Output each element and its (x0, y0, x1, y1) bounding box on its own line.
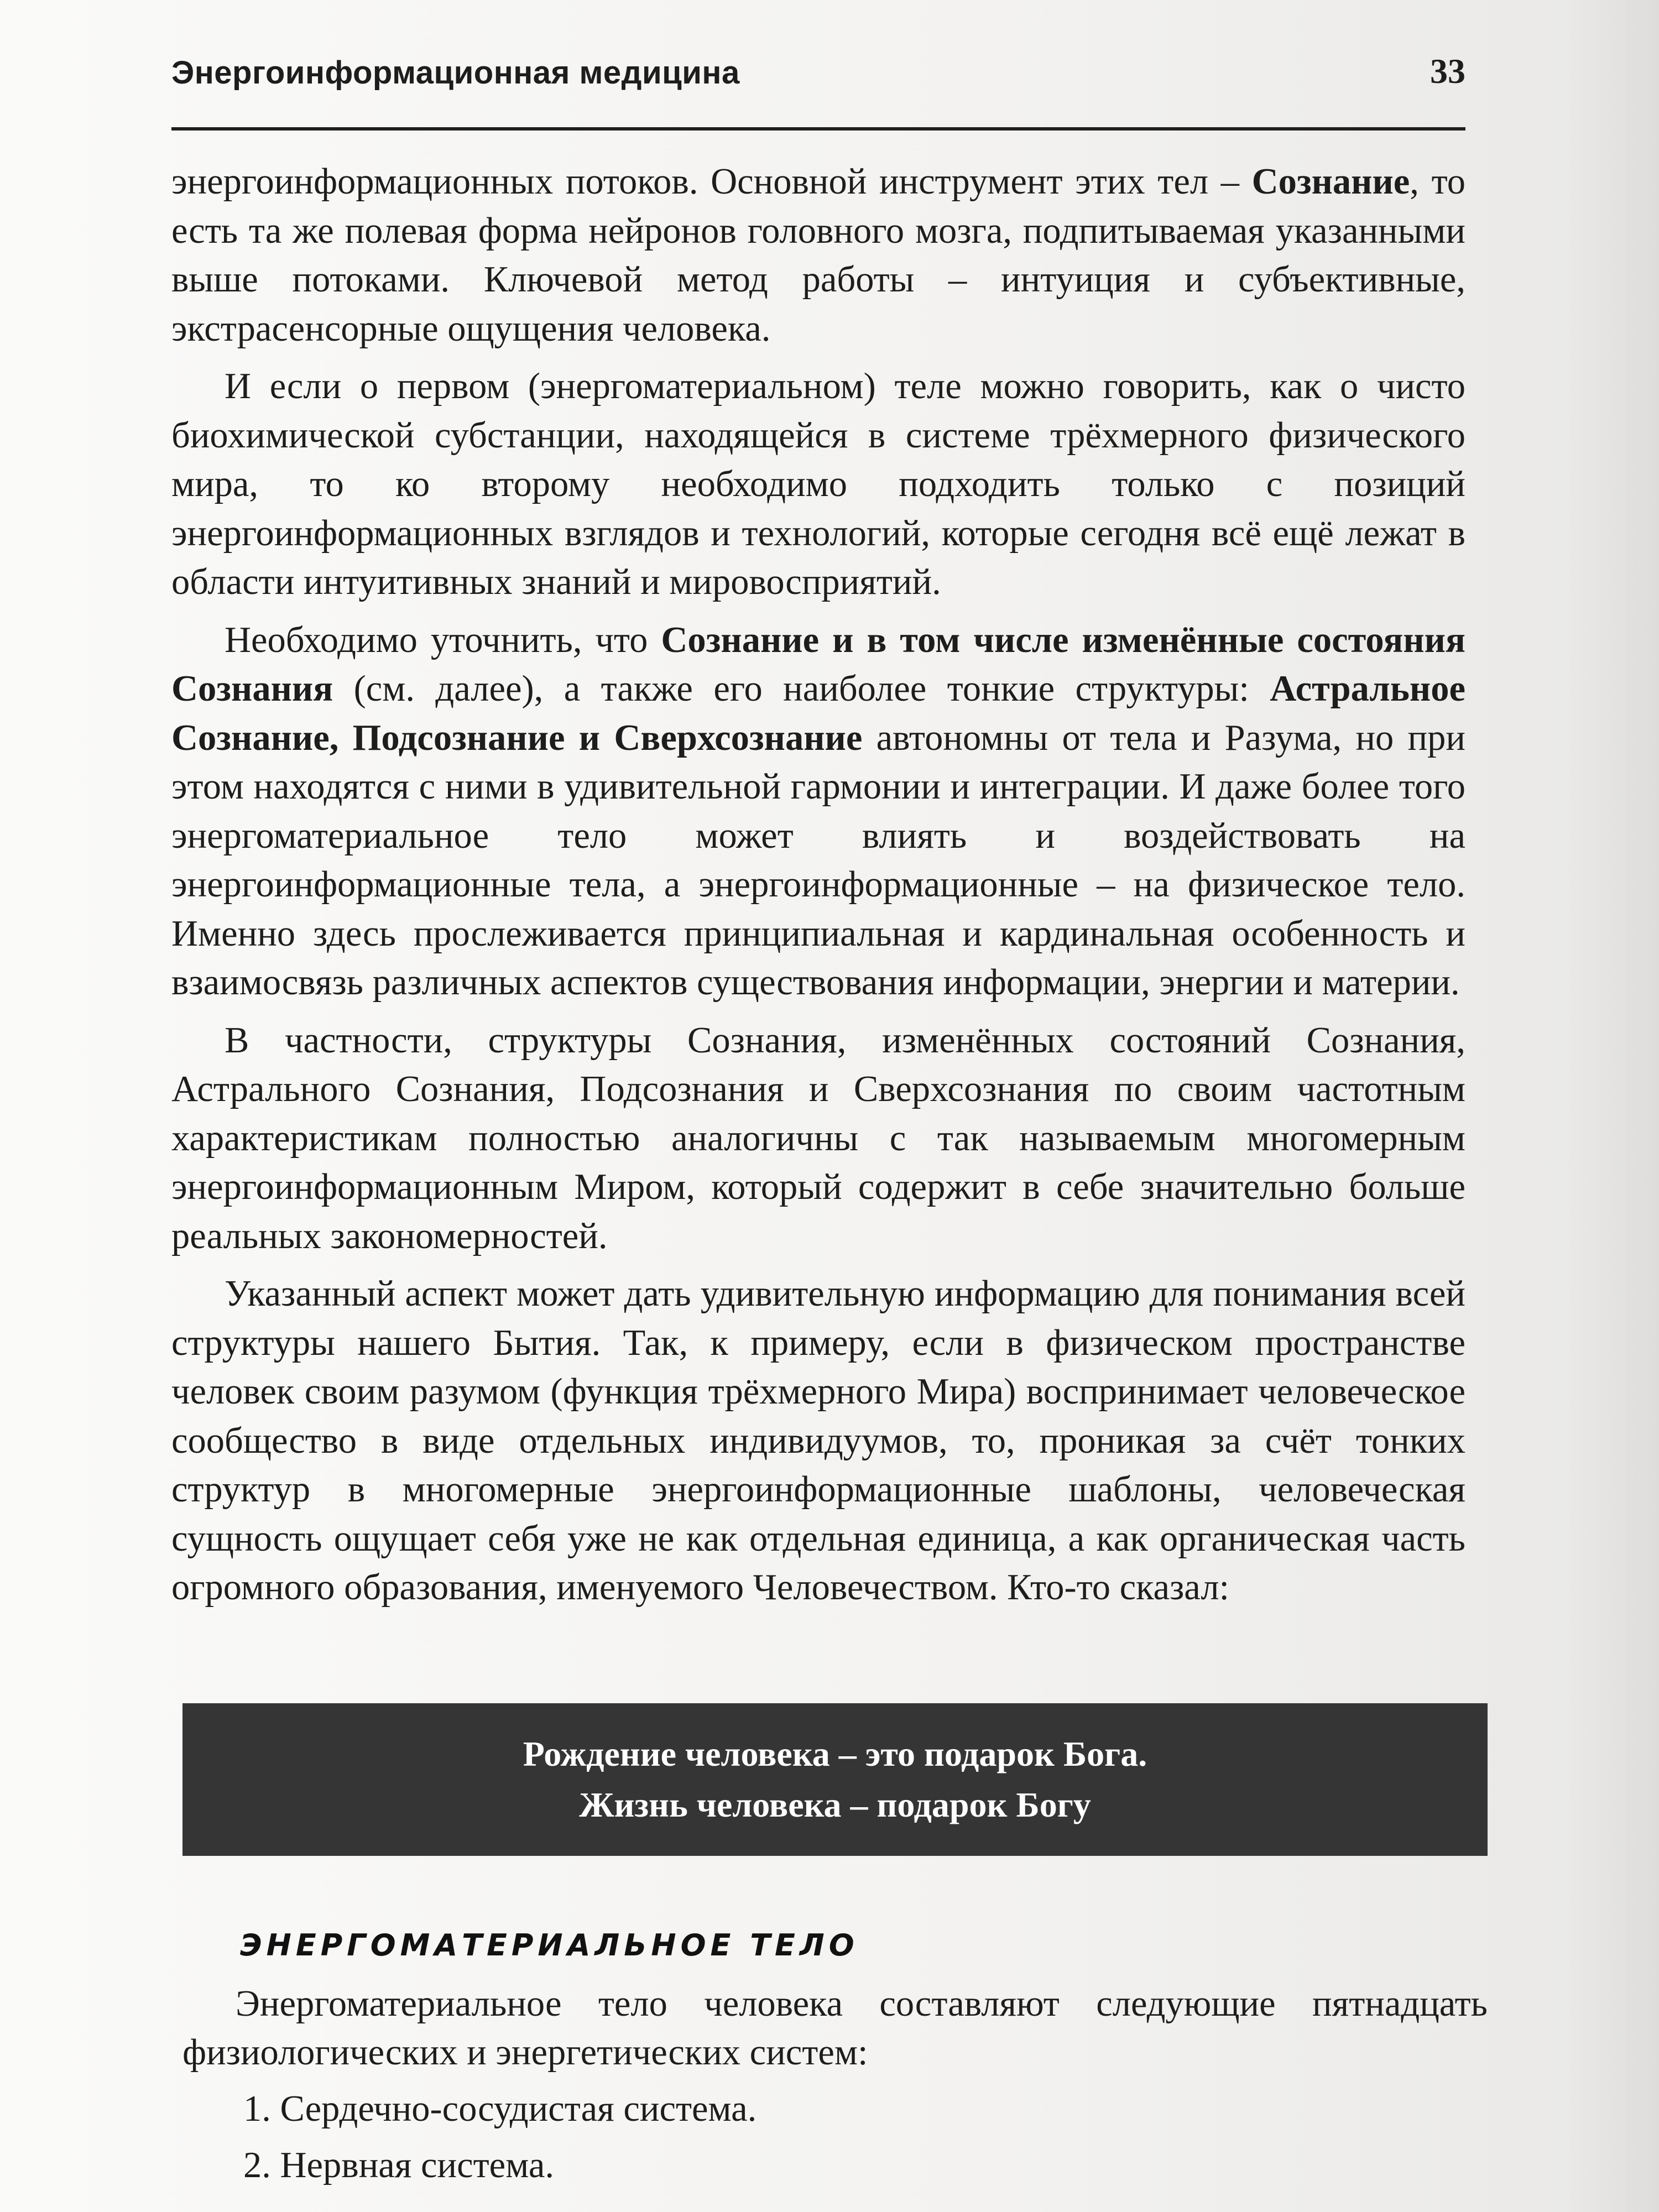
paragraph-1-part-a: энергоинформационных потоков. Основной инструмент этих тел – (171, 161, 1252, 202)
paragraph-3-bold-term-2: Астральное Сознание, Подсознание и Сверхсознание (171, 669, 1465, 758)
section-body (182, 1980, 1488, 2198)
paragraph-1 (171, 158, 1465, 353)
paragraph-4: В частности, структуры Сознания, изменённых состояний Сознания, Астрального Сознания, Подсознания и Сверхсознания по своим частотным характеристикам полностью аналогичны с так называемым многомерным энергоинформационным Миром, который содержит в себе значительно больше реальных закономерностей. (171, 1020, 1465, 1256)
paragraph-1-part-c: , то есть та же полевая форма нейронов головного мозга, подпитываемая указанными выше потоками. Ключевой метод работы – интуиция и субъективные, экстрасенсорные ощущения человека. (171, 161, 1466, 349)
page-edge-shadow (1565, 0, 1659, 2212)
paragraph-2: И если о первом (энергоматериальном) теле можно говорить, как о чисто биохимической субстанции, находящейся в системе трёхмерного физического мира, то ко второму необходимо подходить только с позиций энергоинформационных взглядов и технологий, которые сегодня всё ещё лежат в области интуитивных знаний и мировосприятий. (171, 366, 1465, 602)
paragraph-5: Указанный аспект может дать удивительную информацию для понимания всей структуры нашего Бытия. Так, к примеру, если в физическом пространстве человек своим разумом (функция трёхмерного Мира) воспринимает человеческое сообщество в виде отдельных индивидуумов, то, проникая за счёт тонких структур в многомерные энергоинформационные шаблоны, человеческая сущность ощущает себя уже не как отдельная единица, а как органическая часть огромного образования, именуемого Человечеством. Кто-то сказал: (171, 1274, 1465, 1608)
list-item: 2. Нервная система. (243, 2145, 554, 2185)
running-header-title: Энергоинформационная медицина (171, 55, 740, 91)
list-item: 1. Сердечно-сосудистая система. (243, 2089, 757, 2129)
paragraph-3-part-c: (см. далее), а также его наиболее тонкие структуры: (333, 669, 1270, 709)
body-text (171, 158, 1465, 1621)
running-header (171, 43, 1465, 143)
quote-line-1: Рождение человека – это подарок Бога. (523, 1734, 1147, 1773)
quote-box (182, 1703, 1488, 1856)
section-intro: Энергоматериальное тело человека составляют следующие пятнадцать физиологических и энергетических систем: (182, 1984, 1488, 2073)
header-rule (171, 127, 1465, 131)
systems-list (182, 2085, 1488, 2190)
paragraph-3-part-a: Необходимо уточнить, что (225, 619, 661, 660)
paragraph-3-bold-term-1: Сознание и в том числе изменённые состояния Сознания (171, 619, 1465, 709)
paragraph-3-part-e: автономны от тела и Разума, но при этом находятся с ними в удивительной гармонии и интеграции. И даже более того энергоматериальное тело может влиять и воздействовать на энергоинформационные тела, а энергоинформационные – на физическое тело. Именно здесь прослеживается принципиальная и кардинальная особенность и взаимосвязь различных аспектов существования информации, энергии и материи. (171, 717, 1465, 1003)
quote-line-2: Жизнь человека – подарок Богу (579, 1785, 1091, 1824)
section-heading: ЭНЕРГОМАТЕРИАЛЬНОЕ ТЕЛО (240, 1928, 859, 1963)
page-number: 33 (1430, 51, 1465, 91)
paragraph-3 (171, 616, 1465, 1008)
paragraph-1-bold-term: Сознание (1251, 161, 1410, 202)
